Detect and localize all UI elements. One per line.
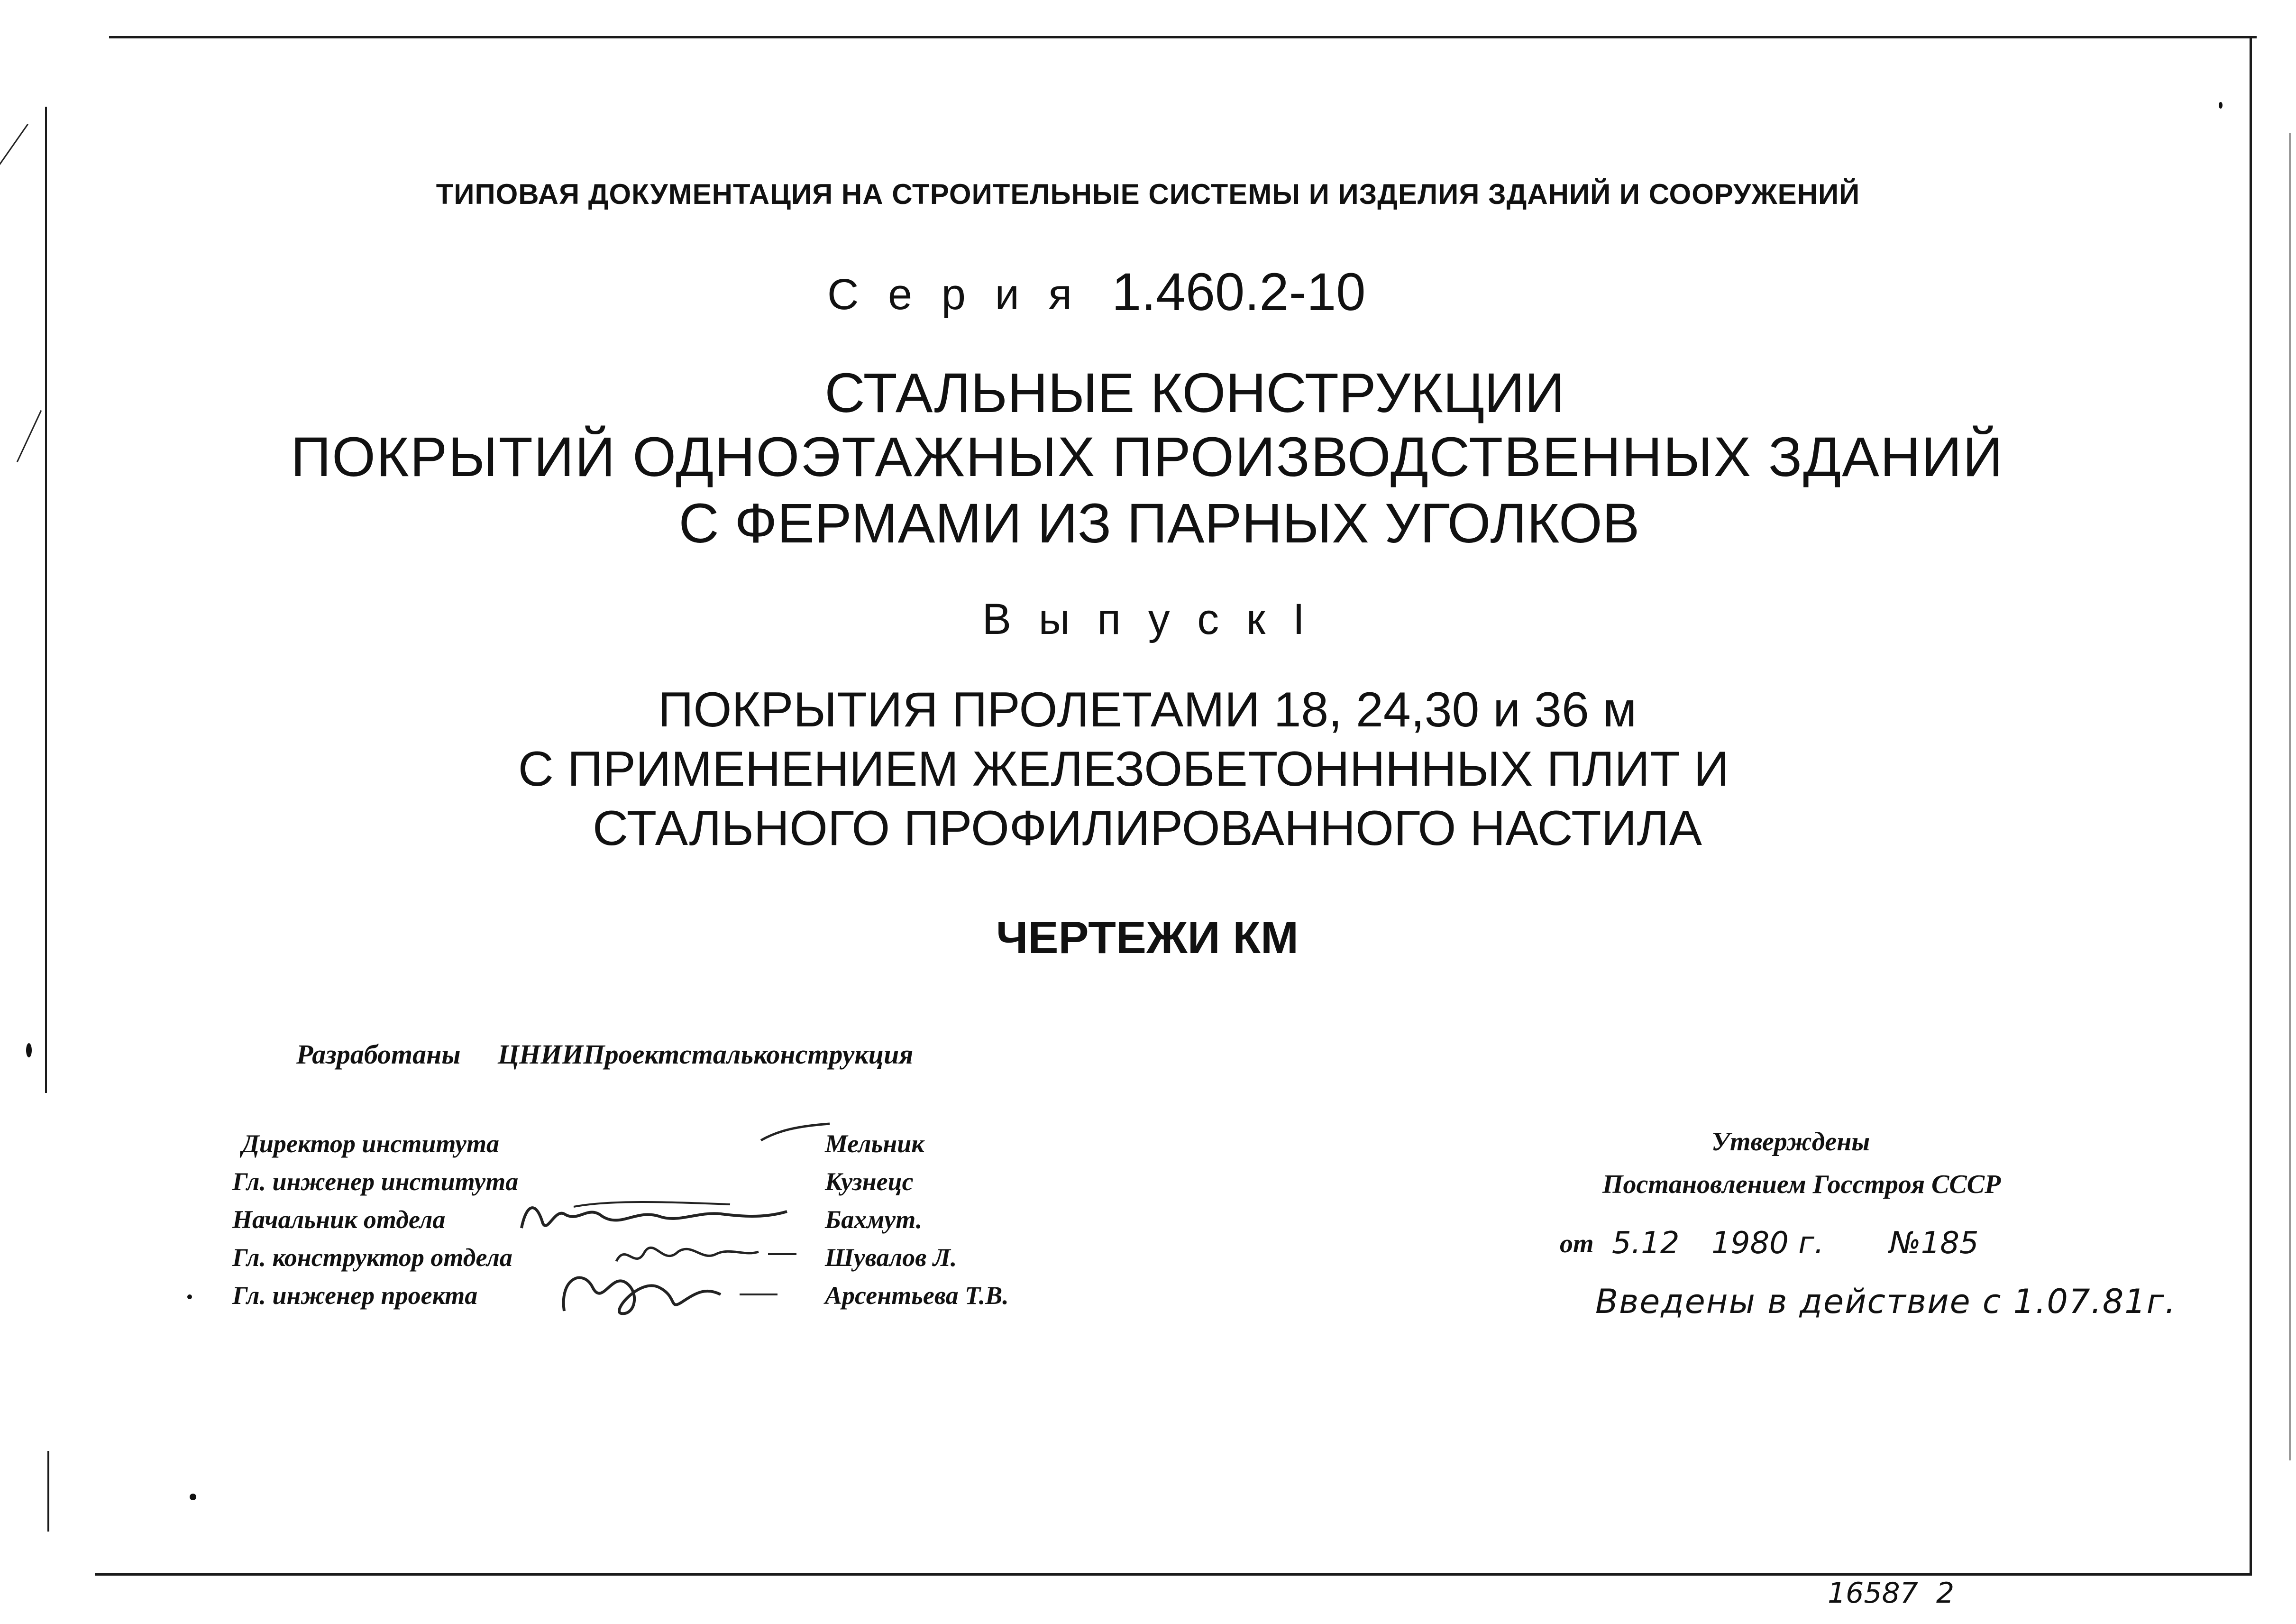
scan-mark [0,124,28,175]
series-word: С е р и я [827,270,1081,319]
developed-org: ЦНИИПроектстальконструкция [498,1039,914,1070]
approval-number: №185 [1889,1226,1979,1261]
staff-role: Гл. инженер института [232,1167,519,1196]
staff-name: Арсентьева Т.В. [825,1281,1009,1310]
scan-speck [26,1043,32,1057]
scan-mark [2289,133,2291,1460]
header-top-line: ТИПОВАЯ ДОКУМЕНТАЦИЯ НА СТРОИТЕЛЬНЫЕ СИСТЕМЫ И ИЗДЕЛИЯ ЗДАНИЙ И СООРУЖЕНИЙ [436,178,1860,210]
subtitle-line-2: С ПРИМЕНЕНИЕМ ЖЕЛЕЗОБЕТОННHНЫХ ПЛИТ И [518,742,1729,797]
scan-speck [190,1494,196,1500]
frame-right-line [2250,36,2252,1575]
approval-date-year: 1980 г. [1711,1226,1824,1261]
staff-name: Бахмут. [825,1205,923,1234]
staff-name: Кузнецс [825,1167,914,1196]
scan-mark [17,410,42,462]
series-number: 1.460.2-10 [1112,262,1366,321]
staff-name: Шувалов Л. [825,1243,957,1272]
staff-role: Начальник отдела [232,1205,446,1234]
drawings-label: ЧЕРТЕЖИ КМ [996,912,1299,963]
title-line-3: С ФЕРМАМИ ИЗ ПАРНЫХ УГОЛКОВ [678,492,1640,555]
approval-line-1: Утверждены [1711,1127,1870,1156]
title-line-2: ПОКРЫТИЙ ОДНОЭТАЖНЫХ ПРОИЗВОДСТВЕННЫХ ЗДАНИЙ [291,426,2004,488]
approval-date-prefix: от [1560,1229,1594,1258]
signature-arsenteva [555,1259,782,1325]
staff-role: Гл. конструктор отдела [232,1243,512,1272]
subtitle-line-3: СТАЛЬНОГО ПРОФИЛИРОВАННОГО НАСТИЛА [592,801,1702,856]
scan-speck [187,1294,192,1299]
signature-melnik [759,1121,834,1145]
approval-line-2: Постановлением Госстроя СССР [1602,1170,2001,1199]
frame-left-line [45,107,47,1093]
frame-top-line [109,36,2257,38]
staff-role: Директор института [242,1129,499,1158]
approval-effective: Введены в действие с 1.07.81г. [1595,1282,2177,1321]
frame-bottom-line [95,1573,2252,1576]
title-line-1: СТАЛЬНЫЕ КОНСТРУКЦИИ [824,362,1565,424]
staff-name: Мельник [825,1129,924,1158]
developed-label: Разработаны [296,1039,461,1070]
scan-speck [2219,102,2223,109]
subtitle-line-1: ПОКРЫТИЯ ПРОЛЕТАМИ 18, 24,30 и 36 м [658,682,1637,737]
approval-date-day: 5.12 [1612,1226,1680,1261]
frame-left-line-lower [47,1451,49,1532]
staff-role: Гл. инженер проекта [232,1281,478,1310]
issue-label: В ы п у с к I [982,595,1313,643]
footer-number: 16587 2 [1828,1577,1955,1610]
